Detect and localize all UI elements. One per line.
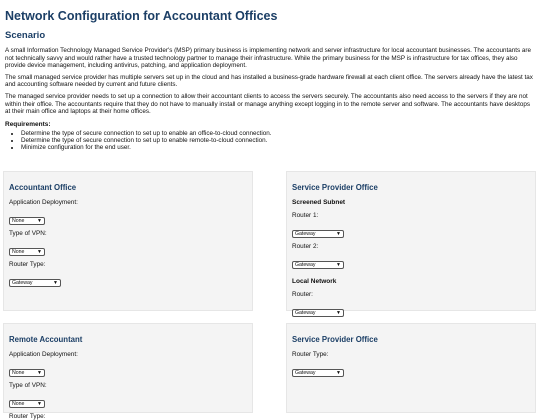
vpn-type-label: Type of VPN: (9, 230, 47, 237)
vpn-type-label: Type of VPN: (9, 382, 47, 389)
page-title: Network Configuration for Accountant Offices (5, 9, 278, 23)
vpn-type-select[interactable] (9, 400, 45, 408)
chevron-down-icon: ▼ (336, 310, 341, 316)
router-type-select[interactable] (292, 369, 344, 377)
application-deployment-label: Application Deployment: (9, 351, 78, 358)
application-deployment-label: Application Deployment: (9, 199, 78, 206)
scenario-heading: Scenario (5, 30, 46, 41)
requirements-label: Requirements: (5, 120, 51, 128)
select-value: Gateway (295, 370, 316, 376)
requirement-item: • Minimize configuration for the end user. (21, 144, 535, 151)
requirement-item: • Determine the type of secure connection to set up to enable an office-to-cloud connection. (21, 130, 535, 137)
router-1-select[interactable] (292, 230, 344, 238)
select-value: None (12, 401, 25, 407)
chevron-down-icon: ▼ (37, 249, 42, 255)
vpn-type-select[interactable] (9, 248, 45, 256)
router-2-select[interactable] (292, 261, 344, 269)
chevron-down-icon: ▼ (53, 280, 58, 286)
select-value: Gateway (295, 262, 316, 268)
scenario-paragraph-2: The small managed service provider has multiple servers set up in the cloud and has installed a business-grade hardware firewall at each client office. The servers already have the latest tax and accounting software needed by current and future clients. (5, 73, 533, 89)
chevron-down-icon: ▼ (37, 401, 42, 407)
router-1-label: Router 1: (292, 212, 319, 219)
accountant-office-panel (3, 171, 253, 311)
chevron-down-icon: ▼ (336, 262, 341, 268)
scenario-paragraph-1: A small Information Technology Managed Service Provider's (MSP) primary business is implementing network and server infrastructure for local accountant businesses. The accountants are not technically savvy and would rather have a trusted technology partner to manage their infrastructure. While the primary business for the MSP is infrastructure for tax offices, they also provide device management, including antivirus, patching, and application deployment. (5, 47, 531, 70)
service-provider-office-title: Service Provider Office (292, 335, 378, 344)
requirement-item: • Determine the type of secure connection to set up to enable remote-to-cloud connection. (21, 137, 535, 144)
chevron-down-icon: ▼ (37, 218, 42, 224)
chevron-down-icon: ▼ (37, 370, 42, 376)
chevron-down-icon: ▼ (336, 231, 341, 237)
select-value: Gateway (295, 231, 316, 237)
select-value: None (12, 218, 25, 224)
router-2-label: Router 2: (292, 243, 319, 250)
router-type-label: Router Type: (9, 413, 46, 420)
application-deployment-select[interactable] (9, 369, 45, 377)
scenario-paragraph-3: The managed service provider needs to set up a connection to allow their accountant clients to access the servers securely. The accountants also need access to the servers if they are not within their office. The accountants require that they do not have to manually install or manage anything except logging in to the remote server and software. The accountants have desktops at their main office and laptops at their home offices. (5, 92, 531, 116)
select-value: None (12, 249, 25, 255)
router-select[interactable] (292, 309, 344, 317)
router-type-select[interactable] (9, 279, 61, 287)
accountant-office-title: Accountant Office (9, 183, 77, 192)
screened-subnet-heading: Screened Subnet (292, 199, 346, 206)
remote-accountant-panel (3, 323, 253, 420)
chevron-down-icon: ▼ (336, 370, 341, 376)
select-value: Gateway (12, 280, 33, 286)
application-deployment-select[interactable] (9, 217, 45, 225)
local-network-heading: Local Network (292, 278, 337, 285)
select-value: None (12, 370, 25, 376)
select-value: Gateway (295, 310, 316, 316)
service-provider-office-panel (286, 171, 536, 316)
router-type-label: Router Type: (9, 261, 46, 268)
router-label: Router: (292, 291, 313, 298)
requirements-list (21, 130, 535, 152)
service-provider-office-panel-2 (286, 323, 536, 413)
remote-accountant-title: Remote Accountant (9, 335, 83, 344)
router-type-label: Router Type: (292, 351, 329, 358)
service-provider-office-title: Service Provider Office (292, 183, 378, 192)
